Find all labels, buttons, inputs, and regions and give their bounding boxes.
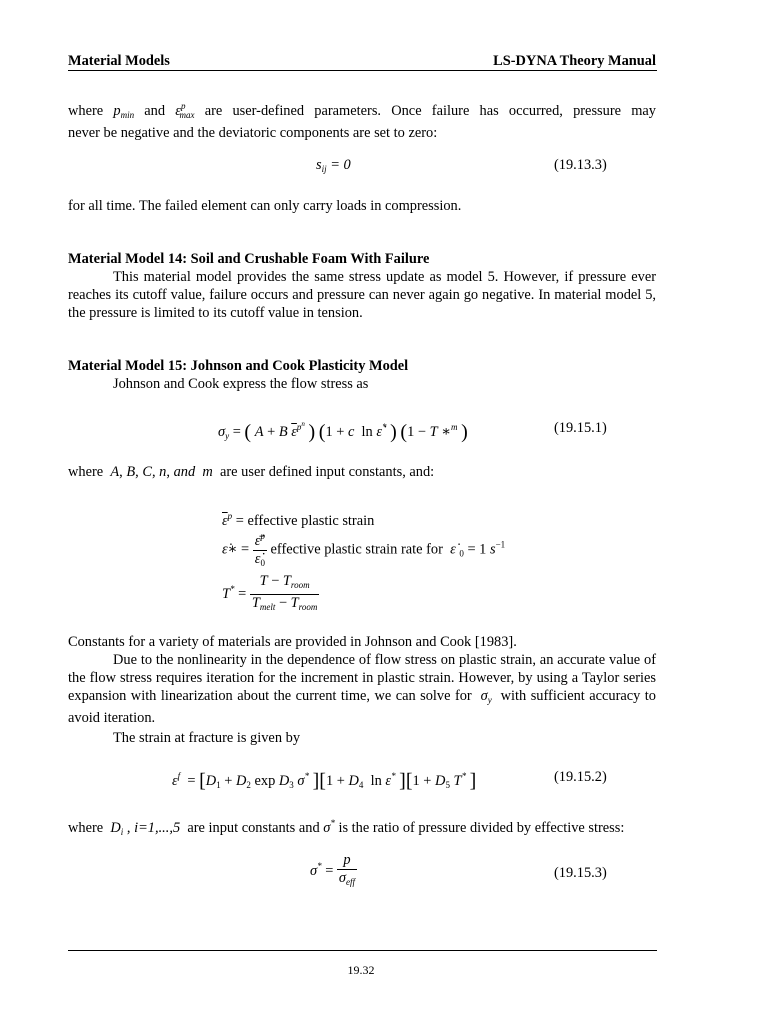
- mm15-where-constants: where A, B, C, n, and m are user defined input constants, and:: [68, 464, 435, 480]
- fracture-intro: The strain at fracture is given by: [113, 730, 301, 746]
- intro-text-c: are user-defined parameters. Once failure has occurred, pressure may: [204, 103, 656, 119]
- where2-text-a: where: [68, 820, 104, 836]
- section-title-mm14: Material Model 14: Soil and Crushable Foam With Failure: [68, 251, 430, 267]
- equation-19-15-1: $\sigma_y$ = ( A + B $\overline{\varepsilon}^{p^n}$ ) (1 + c ln ε̇* ) (1 − T ∗$^m$ ): [218, 420, 468, 443]
- strain-rate-fraction: $\frac{\varepsiloṅ̄^p}{\varepsiloṅ_0}$: [253, 528, 267, 572]
- definition-2-text: effective plastic strain rate for: [270, 541, 443, 558]
- nonlinearity-text-a: Due to the nonlinearity in the dependence of flow stress on plastic strain, an accurate value of the flow stress requires iteration for the increment in plastic strain. However, by using a Taylor series expansion with linearization about the current time, we can solve for: [68, 652, 656, 704]
- definition-effective-plastic-strain: $\overline{\varepsilon}^p$ = effective plastic strain: [222, 511, 375, 529]
- mm14-body: This material model provides the same stress update as model 5. However, if pressure ever reaches its cutoff value, failure occurs and pressure can never again go negative. In material model 5, the pressure is limited to its cutoff value in tension.: [68, 269, 656, 321]
- mm15-intro: Johnson and Cook express the flow stress as: [113, 376, 369, 392]
- intro-paragraph: where $p_{min}$ and $\varepsilon^p_{max}$ are user-defined parameters. Once failure has occurred, pressure may never be negative and the deviatoric components are set to zero:: [68, 101, 656, 141]
- stress-ratio-fraction: $\frac{p}{\sigma_{eff}}$: [338, 852, 356, 887]
- where-input-constants: where $D_i$ , i=1,...,5 are input constants and σ* is the ratio of pressure divided by effective stress:: [68, 818, 625, 837]
- equation-number-19-15-2: (19.15.2): [554, 769, 607, 785]
- nonlinearity-paragraph: Due to the nonlinearity in the dependence of flow stress on plastic strain, an accurate value of the flow stress requires iteration for the increment in plastic strain. However, by using a Taylor series expansion with linearization about the current time, we can solve for $\sigma_y$ with sufficient accuracy to avoid iteration.: [68, 652, 656, 726]
- equation-number-19-13-3: (19.13.3): [554, 157, 607, 173]
- nonlinearity-text-c: sufficient accuracy to avoid iteration.: [68, 688, 656, 726]
- definition-strain-rate: ε̇∗ = $\frac{\varepsiloṅ̄^p}{\varepsiloṅ_0}$ effective plastic strain rate for ε̇ $_0$ = 1 $s^{-1}$: [222, 528, 505, 572]
- temperature-fraction: $\frac{T - T_{room}}{T_{melt} - T_{room}}$: [251, 573, 318, 612]
- constants-paragraph: Constants for a variety of materials are provided in Johnson and Cook [1983].: [68, 634, 517, 650]
- intro-line2: never be negative and the deviatoric components are set to zero:: [68, 125, 438, 141]
- header-left: Material Models: [68, 53, 170, 69]
- equation-19-15-3: σ* = $\frac{p}{\sigma_{eff}}$: [310, 852, 357, 891]
- where2-text-c: is the ratio of pressure divided by effective stress:: [338, 820, 625, 836]
- where2-text-b: are input constants and: [187, 820, 320, 836]
- equation-19-15-2: $\varepsilon^f = [D_1 + D_2$ $\exp D_3$ σ* ][$1 + D_4$ ln ε* ][$1 + D_5$ T* ]: [172, 770, 477, 792]
- header-right: LS-DYNA Theory Manual: [493, 53, 656, 69]
- failed-element-text: for all time. The failed element can only carry loads in compression.: [68, 198, 462, 214]
- where-text-b: are user defined input constants, and:: [219, 464, 435, 480]
- header-rule: [68, 70, 657, 71]
- intro-text-a: where: [68, 103, 104, 119]
- equation-number-19-15-3: (19.15.3): [554, 865, 607, 881]
- equation-19-13-3: $s_{ij} = 0$: [316, 157, 351, 174]
- section-title-mm15: Material Model 15: Johnson and Cook Plasticity Model: [68, 358, 409, 374]
- definition-1-text: = effective plastic strain: [235, 513, 375, 529]
- intro-text-b: and: [144, 103, 166, 119]
- equation-19-13-3-rhs: = 0: [330, 157, 351, 173]
- where-text-a: where: [68, 464, 104, 480]
- page-number: 19.32: [347, 963, 375, 977]
- definition-homologous-temperature: T* = $\frac{T - T_{room}}{T_{melt} - T_{room}}$: [222, 573, 319, 616]
- equation-number-19-15-1: (19.15.1): [554, 420, 607, 436]
- footer-rule: [68, 950, 657, 951]
- nonlinearity-text-b: with: [500, 688, 527, 704]
